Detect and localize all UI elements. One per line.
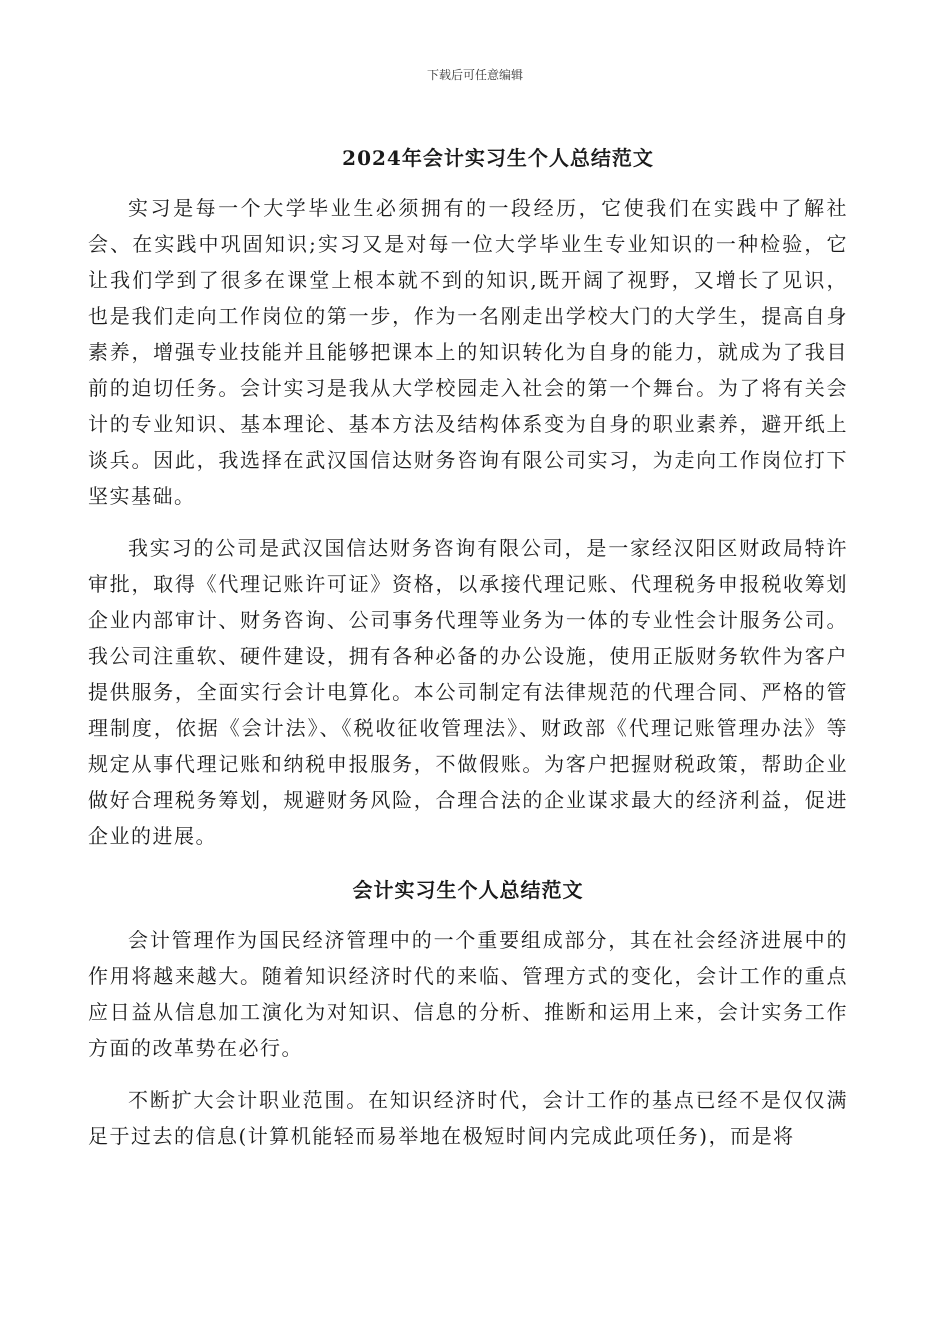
header-note: 下载后可任意编辑 [426,68,523,82]
paragraph-company: 我实习的公司是武汉国信达财务咨询有限公司，是一家经汉阳区财政局特许审批，取得《代理记账许可证》资格，以承接代理记账、代理税务申报税收筹划企业内部审计、财务咨询、公司事务代理等业务为一体的专业性会计服务公司。我公司注重软、硬件建设，拥有各种必备的办公设施，使用正版财务软件为客户提供服务，全面实行会计电算化。本公司制定有法律规范的代理合同、严格的管理制度，依据《会计法》、《税收征收管理法》、财政部《代理记账管理办法》等规定从事代理记账和纳税申报服务，不做假账。为客户把握财税政策，帮助企业做好合理税务筹划，规避财务风险，合理合法的企业谋求最大的经济利益，促进企业的进展。 [88,536,848,848]
document-title: 2024年会计实习生个人总结范文 [342,146,654,170]
paragraph-intro: 实习是每一个大学毕业生必须拥有的一段经历，它使我们在实践中了解社会、在实践中巩固知识;实习又是对每一位大学毕业生专业知识的一种检验，它让我们学到了很多在课堂上根本就不到的知识,既开阔了视野，又增长了见识，也是我们走向工作岗位的第一步，作为一名刚走出学校大门的大学生，提高自身素养，增强专业技能并且能够把课本上的知识转化为自身的能力，就成为了我目前的迫切任务。会计实习是我从大学校园走入社会的第一个舞台。为了将有关会计的专业知识、基本理论、基本方法及结构体系变为自身的职业素养，避开纸上谈兵。因此，我选择在武汉国信达财务咨询有限公司实习，为走向工作岗位打下坚实基础。 [88,196,848,508]
document-body [88,140,848,1170]
paragraph-accounting-management: 会计管理作为国民经济管理中的一个重要组成部分，其在社会经济进展中的作用将越来越大。随着知识经济时代的来临、管理方式的变化，会计工作的重点应日益从信息加工演化为对知识、信息的分析、推断和运用上来，会计实务工作方面的改革势在必行。 [88,928,848,1060]
paragraph-expand-scope: 不断扩大会计职业范围。在知识经济时代，会计工作的基点已经不是仅仅满足于过去的信息(计算机能轻而易举地在极短时间内完成此项任务)，而是将 [88,1088,848,1148]
section-subtitle: 会计实习生个人总结范文 [352,878,584,902]
